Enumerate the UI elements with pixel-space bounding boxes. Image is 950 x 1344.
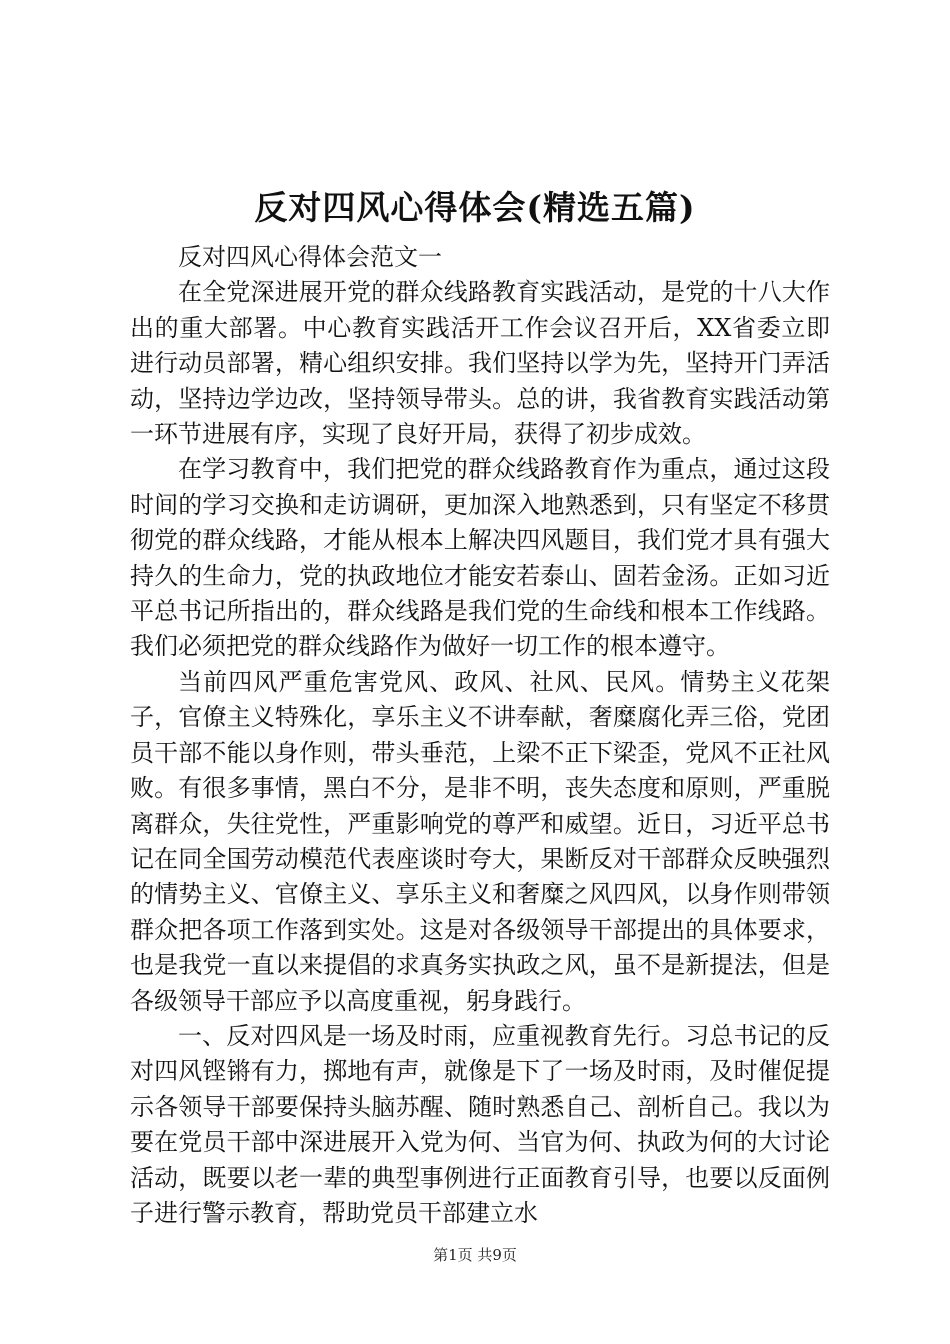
body-paragraph: 在学习教育中，我们把党的群众线路教育作为重点，通过这段时间的学习交换和走访调研，更加深入地熟悉到，只有坚定不移贯彻党的群众线路，才能从根本上解决四风题目，我们党才具有强大持久的生命力，党的执政地位才能安若泰山、固若金汤。正如习近平总书记所指出的，群众线路是我们党的生命线和根本工作线路。我们必须把党的群众线路作为做好一切工作的根本遵守。 (130, 455, 830, 661)
section-subheading: 反对四风心得体会范文一 (178, 243, 442, 271)
body-paragraph: 一、反对四风是一场及时雨，应重视教育先行。习总书记的反对四风铿锵有力，掷地有声，就像是下了一场及时雨，及时催促提示各领导干部要保持头脑苏醒、随时熟悉自己、剖析自己。我以为要在党员干部中深进展开入党为何、当官为何、执政为何的大讨论活动，既要以老一辈的典型事例进行正面教育引导，也要以反面例子进行警示教育，帮助党员干部建立水 (130, 1021, 830, 1227)
body-paragraph: 当前四风严重危害党风、政风、社风、民风。情势主义花架子，官僚主义特殊化，享乐主义不讲奉献，奢糜腐化弄三俗，党团员干部不能以身作则，带头垂范，上梁不正下梁歪，党风不正社风败。有很多事情，黑白不分，是非不明，丧失态度和原则，严重脱离群众，失往党性，严重影响党的尊严和威望。近日，习近平总书记在同全国劳动模范代表座谈时夸大，果断反对干部群众反映强烈的情势主义、官僚主义、享乐主义和奢糜之风四风，以身作则带领群众把各项工作落到实处。这是对各级领导干部提出的具体要求，也是我党一直以来提倡的求真务实执政之风，虽不是新提法，但是各级领导干部应予以高度重视，躬身践行。 (130, 667, 830, 1015)
page-number-footer: 第1页 共9页 (433, 1246, 517, 1264)
body-paragraph: 在全党深进展开党的群众线路教育实践活动，是党的十八大作出的重大部署。中心教育实践活开工作会议召开后，XX省委立即进行动员部署，精心组织安排。我们坚持以学为先，坚持开门弄活动，坚持边学边改，坚持领导带头。总的讲，我省教育实践活动第一环节进展有序，实现了良好开局，获得了初步成效。 (130, 278, 830, 449)
document-body (130, 240, 830, 1231)
document-title: 反对四风心得体会(精选五篇) (254, 188, 696, 227)
